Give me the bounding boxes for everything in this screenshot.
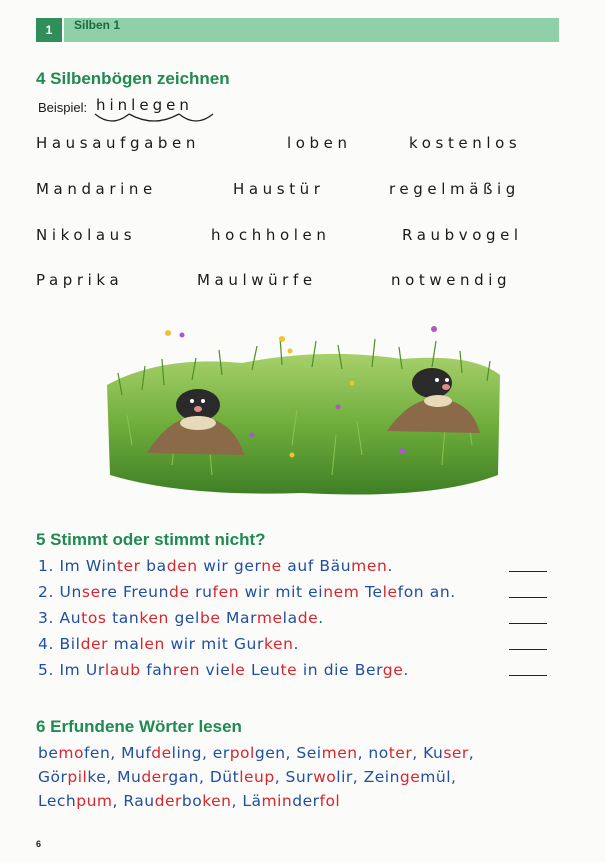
sentence-segment: ren — [172, 661, 201, 679]
sentence-segment: auf Bäu — [281, 557, 352, 575]
word-segment: mo — [58, 744, 84, 762]
chapter-title: Silben 1 — [74, 18, 121, 32]
word-segment: fol — [319, 792, 341, 810]
word-segment: ken — [202, 792, 232, 810]
word-notwendig: notwendig — [391, 271, 512, 289]
sentence-segment: fon an. — [397, 583, 456, 601]
sentence-segment: . — [403, 661, 409, 679]
word-segment: der — [154, 792, 182, 810]
sentence-segment: 4. Bil — [38, 635, 81, 653]
statement-5 — [38, 661, 409, 679]
word-segment: , Sur — [274, 768, 314, 786]
sentence-segment: tan — [106, 609, 140, 627]
word-segment: , Ku — [412, 744, 444, 762]
moles-in-meadow-illustration — [102, 325, 502, 495]
page-number: 6 — [36, 839, 42, 849]
word-segment: , no — [357, 744, 389, 762]
word-segment: , Lä — [231, 792, 262, 810]
sentence-segment: wir ger — [197, 557, 262, 575]
word-segment: fen, Muf — [83, 744, 152, 762]
sentence-segment: wir mit ei — [239, 583, 324, 601]
sentence-segment: laub — [104, 661, 141, 679]
invented-words-line-2 — [38, 768, 456, 786]
answer-line-2[interactable] — [509, 597, 547, 598]
word-segment: de — [151, 744, 172, 762]
sentence-segment: in die Ber — [297, 661, 383, 679]
word-segment: ser — [443, 744, 469, 762]
invented-words-line-3 — [38, 792, 340, 810]
word-haustuer: Haustür — [233, 180, 325, 198]
word-segment: gan, Düt — [168, 768, 240, 786]
word-hausaufgaben: Hausaufgaben — [36, 134, 200, 152]
word-segment: Lech — [38, 792, 77, 810]
chapter-number: 1 — [36, 18, 62, 42]
sentence-segment: de — [169, 583, 190, 601]
word-segment: pil — [67, 768, 88, 786]
task5-heading: 5 Stimmt oder stimmt nicht? — [36, 530, 266, 549]
sentence-segment: gel — [168, 609, 200, 627]
word-loben: loben — [287, 134, 352, 152]
sentence-segment: ken — [263, 635, 294, 653]
word-segment: ke, Mu — [87, 768, 142, 786]
statement-2 — [38, 583, 456, 601]
word-segment: gen, Sei — [254, 744, 322, 762]
sentence-segment: me — [256, 609, 283, 627]
sentence-segment: le — [382, 583, 398, 601]
word-segment: der — [141, 768, 169, 786]
sentence-segment: 2. Un — [38, 583, 82, 601]
sentence-segment: wir mit Gur — [164, 635, 264, 653]
statement-4 — [38, 635, 299, 653]
word-segment: min — [261, 792, 293, 810]
word-segment: be — [38, 744, 59, 762]
invented-words-line-1 — [38, 744, 474, 762]
sentence-segment: nem — [323, 583, 360, 601]
statement-3 — [38, 609, 324, 627]
sentence-segment: ter — [116, 557, 141, 575]
word-segment: der — [292, 792, 320, 810]
word-segment: , Rau — [112, 792, 155, 810]
sentence-segment: ne — [261, 557, 282, 575]
word-segment: , — [468, 744, 475, 762]
word-segment: ter — [388, 744, 413, 762]
sentence-segment: fen — [212, 583, 240, 601]
word-mandarine: Mandarine — [36, 180, 157, 198]
sentence-segment: ken — [139, 609, 169, 627]
sentence-segment: Mar — [220, 609, 257, 627]
word-segment: men — [321, 744, 358, 762]
sentence-segment: 5. Im Ur — [38, 661, 105, 679]
task6-heading: 6 Erfundene Wörter lesen — [36, 717, 242, 736]
statement-1 — [38, 557, 393, 575]
answer-line-5[interactable] — [509, 675, 547, 676]
sentence-segment: tos — [81, 609, 107, 627]
sentence-segment: men — [351, 557, 388, 575]
word-segment: mül, — [420, 768, 457, 786]
word-segment: Gör — [38, 768, 68, 786]
syllable-arcs — [92, 112, 222, 126]
sentence-segment: ma — [108, 635, 140, 653]
sentence-segment: ba — [140, 557, 167, 575]
word-segment: leup — [239, 768, 275, 786]
sentence-segment: 3. Au — [38, 609, 82, 627]
word-segment: bo — [181, 792, 203, 810]
answer-line-4[interactable] — [509, 649, 547, 650]
sentence-segment: be — [199, 609, 221, 627]
sentence-segment: . — [318, 609, 324, 627]
sentence-segment: fah — [140, 661, 173, 679]
word-segment: pol — [229, 744, 255, 762]
sentence-segment: de — [297, 609, 319, 627]
word-hochholen: hochholen — [211, 226, 331, 244]
word-paprika: Paprika — [36, 271, 124, 289]
sentence-segment: . — [387, 557, 393, 575]
sentence-segment: ge — [382, 661, 404, 679]
sentence-segment: . — [293, 635, 300, 653]
word-kostenlos: kostenlos — [409, 134, 522, 152]
sentence-segment: 1. Im Win — [38, 557, 117, 575]
word-regelmaessig: regelmäßig — [389, 180, 520, 198]
word-segment: wo — [313, 768, 337, 786]
answer-line-3[interactable] — [509, 623, 547, 624]
sentence-segment: len — [139, 635, 165, 653]
header-bar — [64, 18, 559, 42]
sentence-segment: ru — [189, 583, 213, 601]
sentence-segment: den — [166, 557, 198, 575]
example-label: Beispiel: — [38, 100, 88, 115]
sentence-segment: re Freun — [100, 583, 170, 601]
sentence-segment: la — [282, 609, 298, 627]
word-segment: pum — [76, 792, 113, 810]
word-segment: ge — [399, 768, 421, 786]
sentence-segment: se — [81, 583, 101, 601]
sentence-segment: le — [230, 661, 246, 679]
task4-heading: 4 Silbenbögen zeichnen — [36, 69, 230, 88]
sentence-segment: Leu — [245, 661, 281, 679]
word-raubvogel: Raubvogel — [402, 226, 523, 244]
word-nikolaus: Nikolaus — [36, 226, 137, 244]
example-word: hinlegen — [96, 96, 193, 114]
sentence-segment: der — [80, 635, 109, 653]
sentence-segment: te — [280, 661, 298, 679]
sentence-segment: vie — [200, 661, 231, 679]
sentence-segment: Te — [359, 583, 383, 601]
word-segment: ling, er — [171, 744, 230, 762]
word-maulwuerfe: Maulwürfe — [197, 271, 317, 289]
answer-line-1[interactable] — [509, 571, 547, 572]
word-segment: lir, Zein — [336, 768, 400, 786]
